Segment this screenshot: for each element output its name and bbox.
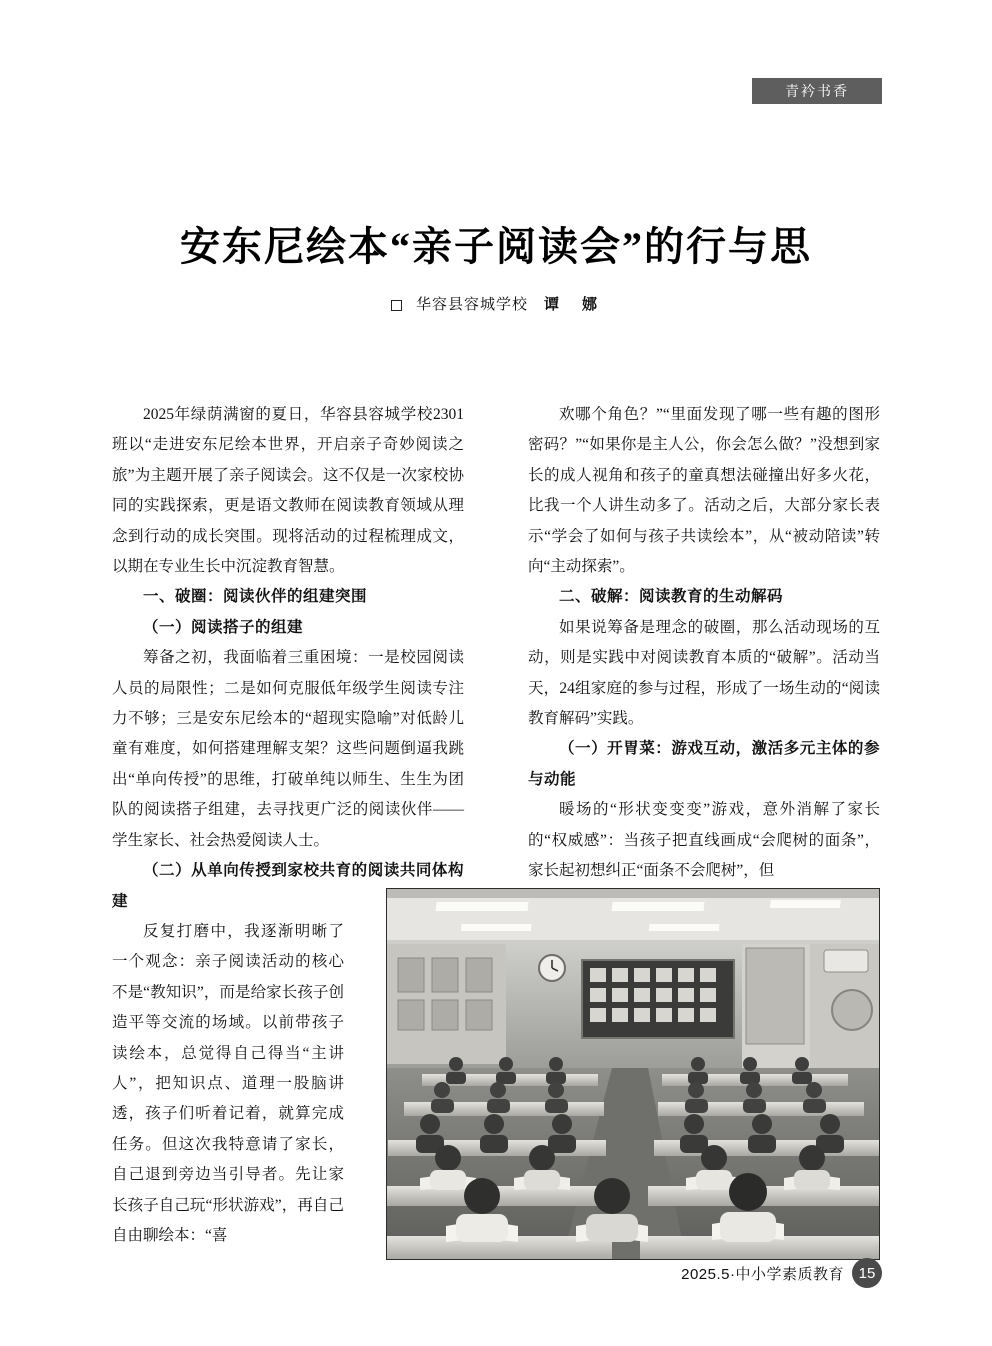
page-title: 安东尼绘本“亲子阅读会”的行与思 xyxy=(180,224,812,269)
byline-organization: 华容县容城学校 xyxy=(415,297,528,313)
issue-label: 2025.5·中小学素质教育 xyxy=(681,1265,844,1283)
paragraph: 2025年绿荫满窗的夏日，华容县容城学校2301班以“走进安东尼绘本世界，开启亲子奇妙阅读之旅”为主题开展了亲子阅读会。这不仅是一次家校协同的实践探索，更是语文教师在阅读教育领域从理念到行动的成长突围。现将活动的过程梳理成文，以期在专业生长中沉淀教育智慧。 xyxy=(112,406,464,576)
heading-level-1: 一、破圈：阅读伙伴的组建突围 xyxy=(143,588,368,606)
paragraph: 反复打磨中，我逐渐明晰了一个观念：亲子阅读活动的核心不是“教知识”，而是给家长孩子创造平等交流的场域。以前带孩子读绘本，总觉得自己得当“主讲人”，把知识点、道理一股脑讲透，孩子们听着记着，就算完成任务。但这次我特意请了家长，自己退到旁边当引导者。先让家长孩子自己玩“形状游戏”，再自己自由聊绘本：“喜 xyxy=(112,922,344,1244)
byline-author: 谭 娜 xyxy=(544,297,602,313)
classroom-photo xyxy=(386,888,880,1260)
heading-level-2: （一）阅读搭子的组建 xyxy=(143,618,304,636)
paragraph: 欢哪个角色？”“里面发现了哪一些有趣的图形密码？”“如果你是主人公，你会怎么做？”没想到家长的成人视角和孩子的童真想法碰撞出好多火花，比我一个人讲生动多了。活动之后，大部分家长表示“学会了如何与孩子共读绘本”，从“被动陪读”转向“主动探索”。 xyxy=(528,406,880,576)
heading-level-2: （二）从单向传授到家校共育的阅读共同体构建 xyxy=(112,862,464,910)
paragraph: 如果说筹备是理念的破圈，那么活动现场的互动，则是实践中对阅读教育本质的“破解”。活动当天，24组家庭的参与过程，形成了一场生动的“阅读教育解码”实践。 xyxy=(528,618,880,728)
heading-level-1: 二、破解：阅读教育的生动解码 xyxy=(559,588,784,606)
paragraph: 暖场的“形状变变变”游戏，意外消解了家长的“权威感”：当孩子把直线画成“会爬树的面条”，家长起初想纠正“面条不会爬树”，但 xyxy=(528,801,880,880)
right-column xyxy=(528,400,880,887)
paragraph: 筹备之初，我面临着三重困境：一是校园阅读人员的局限性；二是如何克服低年级学生阅读专注力不够；三是安东尼绘本的“超现实隐喻”对低龄儿童有难度，如何搭建理解支架？这些问题倒逼我跳出“单向传授”的思维，打破单纯以师生、生生为团队的阅读搭子组建，去寻找更广泛的阅读伙伴——学生家长、社会热爱阅读人士。 xyxy=(112,649,464,849)
heading-level-2: （一）开胃菜：游戏互动，激活多元主体的参与动能 xyxy=(528,740,880,788)
byline-marker-icon xyxy=(391,300,402,311)
page-number: 15 xyxy=(852,1258,882,1288)
section-tag: 青衿书香 xyxy=(752,78,882,104)
page-footer xyxy=(681,1258,882,1288)
byline xyxy=(0,293,992,314)
